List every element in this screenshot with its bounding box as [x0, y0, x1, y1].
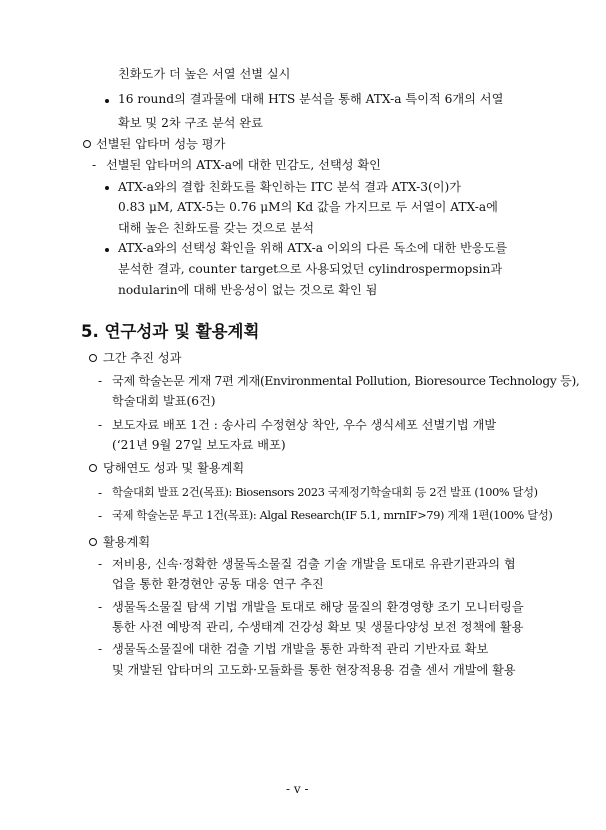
dash-marker: - — [98, 418, 103, 432]
dash-marker: - — [98, 600, 103, 614]
dash-item-text: 학술대회 발표 2건(목표): Biosensors 2023 국제정기학술대회 등 2건 발표 (100% 달성) — [112, 486, 538, 499]
bullet-dot — [105, 99, 109, 103]
bullet-dot — [105, 248, 109, 252]
dash-item-text: 생물독소물질 탐색 기법 개발을 토대로 해당 물질의 환경영향 조기 모니터링을 — [112, 600, 524, 614]
subsection-heading: 그간 추진 성과 — [103, 351, 182, 365]
circle-bullet-icon — [83, 140, 91, 148]
dash-marker: - — [98, 374, 103, 388]
bullet-text: 대해 높은 친화도를 갖는 것으로 분석 — [118, 221, 314, 235]
dash-item-text: 보도자료 배포 1건 : 송사리 수정현상 착안, 우수 생식세포 선별기법 개발 — [112, 418, 497, 432]
bullet-text: 16 round의 결과물에 대해 HTS 분석을 통해 ATX-a 특이적 6개의 서열 — [118, 92, 504, 106]
bullet-text: 0.83 μM, ATX-5는 0.76 μM의 Kd 값을 가지므로 두 서열이 ATX-a에 — [118, 200, 498, 214]
dash-item-text: 국제 학술논문 투고 1건(목표): Algal Research(IF 5.1, mrnIF>79) 게재 1편(100% 달성) — [112, 509, 553, 522]
dash-item-text: 생물독소물질에 대한 검출 기법 개발을 통한 과학적 관리 기반자료 확보 — [112, 642, 489, 656]
subsection-heading: 당해연도 성과 및 활용계획 — [103, 461, 245, 475]
bullet-dot — [105, 186, 109, 190]
dash-item-text: 국제 학술논문 게재 7편 게재(Environmental Pollution, Bioresource Technology 등), — [112, 374, 580, 388]
dash-marker: - — [98, 557, 103, 571]
dash-marker: - — [98, 486, 103, 500]
dash-item-text: 저비용, 신속·정확한 생물독소물질 검출 기술 개발을 토대로 유관기관과의 협 — [112, 557, 516, 571]
dash-item-text: (‘21년 9월 27일 보도자료 배포) — [112, 438, 286, 452]
continuation-text: 친화도가 더 높은 서열 선별 실시 — [118, 67, 291, 81]
section-title: 5. 연구성과 및 활용계획 — [81, 322, 260, 341]
dash-marker: - — [98, 509, 103, 523]
circle-bullet-icon — [89, 354, 97, 362]
circle-bullet-icon — [89, 464, 97, 472]
subsection-heading: 선별된 압타머 성능 평가 — [96, 137, 226, 151]
bullet-text: nodularin에 대해 반응성이 없는 것으로 확인 됨 — [118, 283, 378, 297]
dash-item-text: 선별된 압타머의 ATX-a에 대한 민감도, 선택성 확인 — [106, 158, 381, 172]
dash-item-text: 업을 통한 환경현안 공동 대응 연구 추진 — [112, 577, 324, 591]
dash-marker: - — [92, 158, 97, 172]
page-number: - v - — [286, 782, 309, 796]
dash-marker: - — [98, 642, 103, 656]
bullet-text: ATX-a와의 선택성 확인을 위해 ATX-a 이외의 다른 독소에 대한 반응도를 — [118, 241, 508, 255]
dash-item-text: 통한 사전 예방적 관리, 수생태계 건강성 확보 및 생물다양성 보전 정책에 활용 — [112, 620, 524, 634]
dash-item-text: 및 개발된 압타머의 고도화·모듈화를 통한 현장적용용 검출 센서 개발에 활용 — [112, 663, 516, 677]
dash-item-text: 학술대회 발표(6건) — [112, 394, 216, 408]
bullet-text: 분석한 결과, counter target으로 사용되었던 cylindrospermopsin과 — [118, 262, 503, 276]
circle-bullet-icon — [89, 538, 97, 546]
bullet-text: ATX-a와의 결합 친화도를 확인하는 ITC 분석 결과 ATX-3(이)가 — [118, 180, 462, 194]
bullet-text: 확보 및 2차 구조 분석 완료 — [118, 116, 263, 130]
subsection-heading: 활용계획 — [103, 535, 151, 549]
